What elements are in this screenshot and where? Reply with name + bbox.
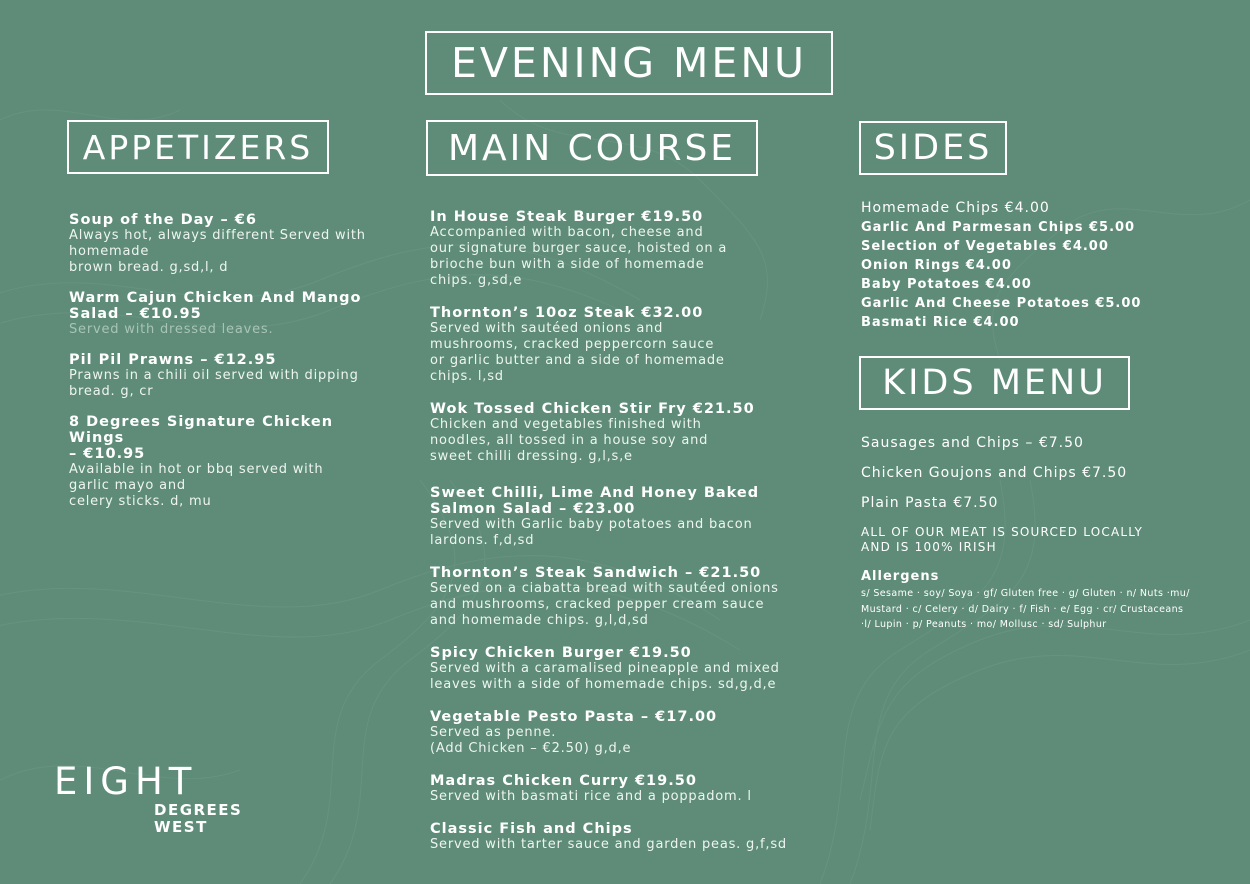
allergens-title: Allergens: [861, 569, 940, 584]
main-course-title: Wok Tossed Chicken Stir Fry €21.50: [430, 401, 755, 417]
appetizer-item: [69, 414, 389, 510]
main-course-description: Served on a ciabatta bread with sautéed onions and mushrooms, cracked pepper cream sauce and homemade chips. g,l,d,sd: [430, 581, 779, 628]
main-course-description: Served with tarter sauce and garden peas. g,f,sd: [430, 837, 787, 852]
side-item: Onion Rings €4.00: [861, 258, 1012, 273]
main-course-title: In House Steak Burger €19.50: [430, 209, 704, 225]
main-course-description: Chicken and vegetables finished with noodles, all tossed in a house soy and sweet chilli dressing. g,l,s,e: [430, 417, 709, 464]
main-course-item: [430, 773, 830, 805]
kids-item: Chicken Goujons and Chips €7.50: [861, 465, 1128, 481]
appetizer-title: Pil Pil Prawns – €12.95: [69, 352, 277, 368]
side-item: Homemade Chips €4.00: [861, 200, 1050, 216]
appetizer-title: Soup of the Day – €6: [69, 212, 257, 228]
main-course-description: Served as penne. (Add Chicken – €2.50) g,d,e: [430, 725, 632, 756]
logo-line-degrees: DEGREES: [154, 801, 243, 819]
kids-menu-heading: [859, 356, 1130, 410]
appetizers-heading: [67, 120, 329, 174]
main-course-description: Served with basmati rice and a poppadom. l: [430, 789, 752, 804]
main-course-title: Madras Chicken Curry €19.50: [430, 773, 697, 789]
side-item: Basmati Rice €4.00: [861, 315, 1020, 330]
main-course-title: Spicy Chicken Burger €19.50: [430, 645, 692, 661]
main-course-title: Vegetable Pesto Pasta – €17.00: [430, 709, 718, 725]
appetizers-list: [69, 212, 389, 510]
main-course-title: Thornton’s 10oz Steak €32.00: [430, 305, 704, 321]
side-item: Garlic And Parmesan Chips €5.00: [861, 220, 1136, 235]
main-course-description: Served with sautéed onions and mushrooms, cracked peppercorn sauce or garlic butter and a side of homemade chips. l,sd: [430, 321, 725, 384]
side-item: Selection of Vegetables €4.00: [861, 239, 1109, 254]
page-title-text: EVENING MENU: [450, 39, 808, 87]
main-course-description: Served with a caramalised pineapple and mixed leaves with a side of homemade chips. sd,g,d,e: [430, 661, 780, 692]
side-item: Garlic And Cheese Potatoes €5.00: [861, 296, 1142, 311]
logo-line-west: WEST: [154, 818, 208, 836]
main-course-item: [430, 709, 830, 757]
main-course-description: Served with Garlic baby potatoes and bacon lardons. f,d,sd: [430, 517, 753, 548]
kids-menu-list: [861, 435, 1231, 633]
main-course-heading-text: MAIN COURSE: [447, 127, 737, 169]
main-course-item: [430, 565, 830, 629]
sides-list: [861, 199, 1231, 332]
main-course-item: [430, 401, 830, 465]
main-course-item: [430, 485, 830, 549]
meat-sourcing-note: ALL OF OUR MEAT IS SOURCED LOCALLY AND IS 100% IRISH: [861, 525, 1144, 554]
kids-item: Plain Pasta €7.50: [861, 495, 999, 511]
main-course-description: Accompanied with bacon, cheese and our signature burger sauce, hoisted on a brioche bun with a side of homemade chips. g,sd,e: [430, 225, 728, 288]
appetizer-item: [69, 290, 389, 338]
kids-menu-heading-text: KIDS MENU: [882, 363, 1107, 403]
main-course-list: [430, 209, 830, 853]
page-title: [425, 31, 833, 95]
appetizer-description: Prawns in a chili oil served with dipping bread. g, cr: [69, 368, 359, 399]
appetizer-title: Warm Cajun Chicken And Mango Salad – €10.95: [69, 290, 362, 322]
main-course-item: [430, 209, 830, 289]
main-course-title: Classic Fish and Chips: [430, 821, 633, 837]
restaurant-logo: [54, 762, 242, 836]
main-course-item: [430, 645, 830, 693]
side-item: Baby Potatoes €4.00: [861, 277, 1032, 292]
main-course-title: Thornton’s Steak Sandwich – €21.50: [430, 565, 762, 581]
appetizer-description: Served with dressed leaves.: [69, 322, 274, 337]
appetizer-item: [69, 212, 389, 276]
appetizer-description: Available in hot or bbq served with garlic mayo and celery sticks. d, mu: [69, 462, 324, 509]
sides-heading: [859, 121, 1007, 175]
main-course-item: [430, 305, 830, 385]
appetizers-heading-text: APPETIZERS: [82, 127, 314, 167]
kids-item: Sausages and Chips – €7.50: [861, 435, 1084, 451]
logo-wordmark: EIGHT: [54, 760, 198, 803]
allergens-text: s/ Sesame · soy/ Soya · gf/ Gluten free · g/ Gluten · n/ Nuts ·mu/ Mustard · c/ Celery · d/ Dairy · f/ Fish · e/ Egg · cr/ Crustaceans ·l/ Lupin · p/ Peanuts · mo/ Mollusc · sd/ Sulphur: [861, 588, 1190, 630]
appetizer-item: [69, 352, 389, 400]
appetizer-title: 8 Degrees Signature Chicken Wings – €10.95: [69, 414, 334, 462]
main-course-title: Sweet Chilli, Lime And Honey Baked Salmon Salad – €23.00: [430, 485, 760, 517]
sides-heading-text: SIDES: [873, 128, 993, 168]
main-course-heading: [426, 120, 758, 176]
appetizer-description: Always hot, always different Served with homemade brown bread. g,sd,l, d: [69, 228, 366, 275]
main-course-item: [430, 821, 830, 853]
